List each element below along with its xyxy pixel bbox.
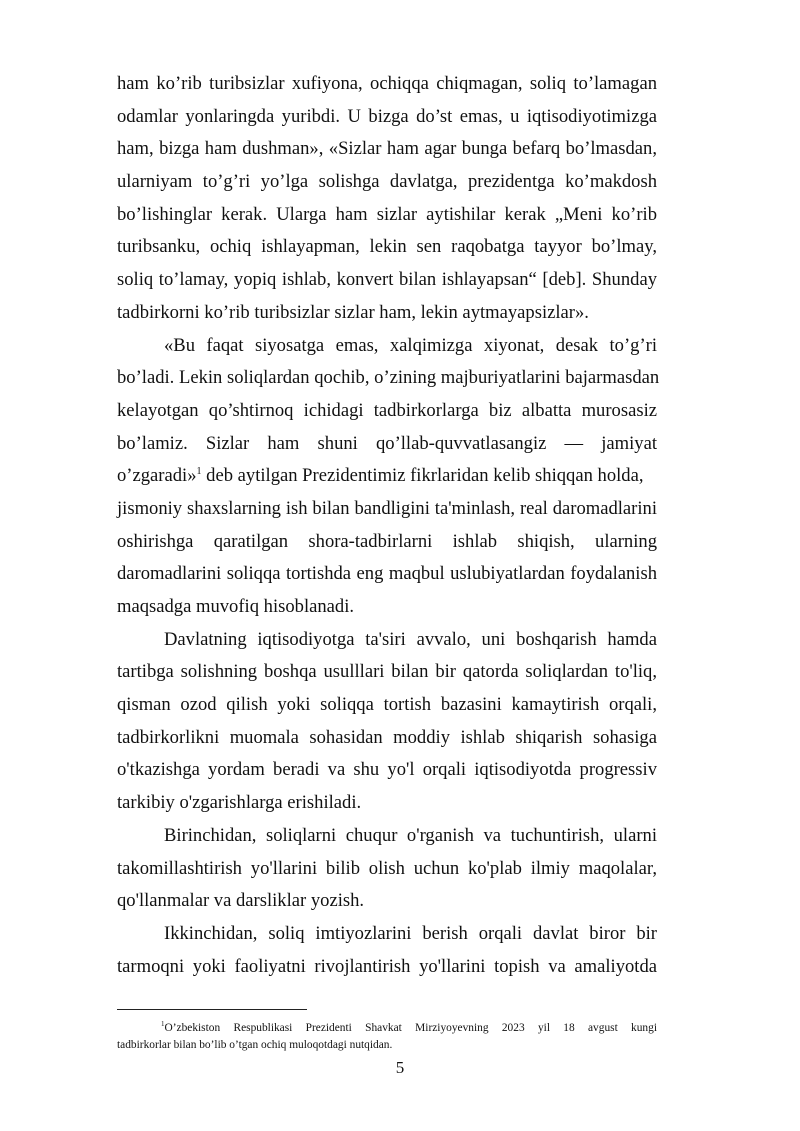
text-line: turibsanku, ochiq ishlayapman, lekin sen raqobatga tayyor bo’lmay,	[117, 236, 657, 258]
text-line: Ikkinchidan, soliq imtiyozlarini berish orqali davlat biror bir	[164, 922, 657, 944]
text-line: ham, bizga ham dushman», «Sizlar ham agar bunga befarq bo’lmasdan,	[117, 138, 657, 160]
text-line: qo'llanmalar va darsliklar yozish.	[117, 890, 365, 912]
body-text	[117, 68, 660, 983]
text-line: bo’lamiz. Sizlar ham shuni qo’llab-quvvatlasangiz — jamiyat	[117, 432, 657, 454]
text-line: daromadlarini soliqqa tortishda eng maqbul uslubiyatlardan foydalanish	[117, 563, 657, 585]
text-line: Birinchidan, soliqlarni chuqur o'rganish va tuchuntirish, ularni	[164, 824, 657, 846]
footnote	[117, 1020, 657, 1054]
text-line: kelayotgan qo’shtirnoq ichidagi tadbirkorlarga biz albatta murosasiz	[117, 399, 657, 421]
footnote-text: O’zbekiston Respublikasi Prezidenti Shavkat Mirziyoyevning 2023 yil 18 avgust kungi	[164, 1022, 657, 1034]
text-line-with-footnote	[117, 460, 657, 493]
text-line: odamlar yonlaringda yuribdi. U bizga do’st emas, u iqtisodiyotimizga	[117, 105, 657, 127]
text-line: tadbirkorlikni muomala sohasidan moddiy ishlab shiqarish sohasiga	[117, 726, 657, 748]
text-line: qisman ozod qilish yoki soliqqa tortish bazasini kamaytirish orqali,	[117, 694, 657, 716]
footnote-divider	[117, 1009, 307, 1010]
text-line: ham ko’rib turibsizlar xufiyona, ochiqqa chiqmagan, soliq to’lamagan	[117, 73, 657, 94]
text-line: tarmoqni yoki faoliyatni rivojlantirish yo'llarini topish va amaliyotda	[117, 955, 657, 977]
text-line: Davlatning iqtisodiyotga ta'siri avvalo, uni boshqarish hamda	[164, 628, 657, 650]
text-line: oshirishga qaratilgan shora-tadbirlarni ishlab shiqish, ularning	[117, 530, 657, 552]
text-line: bo’ladi. Lekin soliqlardan qochib, o’zining majburiyatlarini bajarmasdan	[117, 367, 660, 389]
text-line: takomillashtirish yo'llarini bilib olish uchun ko'plab ilmiy maqolalar,	[117, 857, 657, 879]
text-line: «Bu faqat siyosatga emas, xalqimizga xiyonat, desak to’g’ri	[164, 334, 657, 356]
text-line: maqsadga muvofiq hisoblanadi.	[117, 596, 355, 617]
text-segment: o’zgaradi»	[117, 465, 197, 487]
text-line: bo’lishinglar kerak. Ularga ham sizlar aytishilar kerak „Meni ko’rib	[117, 203, 657, 225]
text-line: tadbirkorni ko’rib turibsizlar sizlar ham, lekin aytmayapsizlar».	[117, 301, 589, 323]
text-line: o'tkazishga yordam beradi va shu yo'l orqali iqtisodiyotda progressiv	[117, 759, 657, 781]
text-line: tarkibiy o'zgarishlarga erishiladi.	[117, 792, 362, 814]
page-number: 5	[395, 1058, 405, 1077]
text-line: ularniyam to’g’ri yo’lga solishga davlatga, prezidentga ko’makdosh	[117, 171, 657, 193]
footnote-line: tadbirkorlar bilan bo’lib o’tgan ochiq muloqotdagi nutqidan.	[117, 1039, 393, 1051]
footnote-marker: 1	[196, 466, 202, 478]
footnote-number: 1	[161, 1020, 165, 1029]
text-line: soliq to’lamay, yopiq ishlab, konvert bilan ishlayapsan“ [deb]. Shunday	[117, 269, 657, 291]
footnote-line	[117, 1020, 657, 1037]
text-line: jismoniy shaxslarning ish bilan bandligini ta'minlash, real daromadlarini	[117, 497, 657, 519]
text-segment: deb aytilgan Prezidentimiz fikrlaridan kelib shiqqan holda,	[201, 465, 644, 487]
text-line: tartibga solishning boshqa usulllari bilan bir qatorda soliqlardan to'liq,	[117, 661, 657, 683]
